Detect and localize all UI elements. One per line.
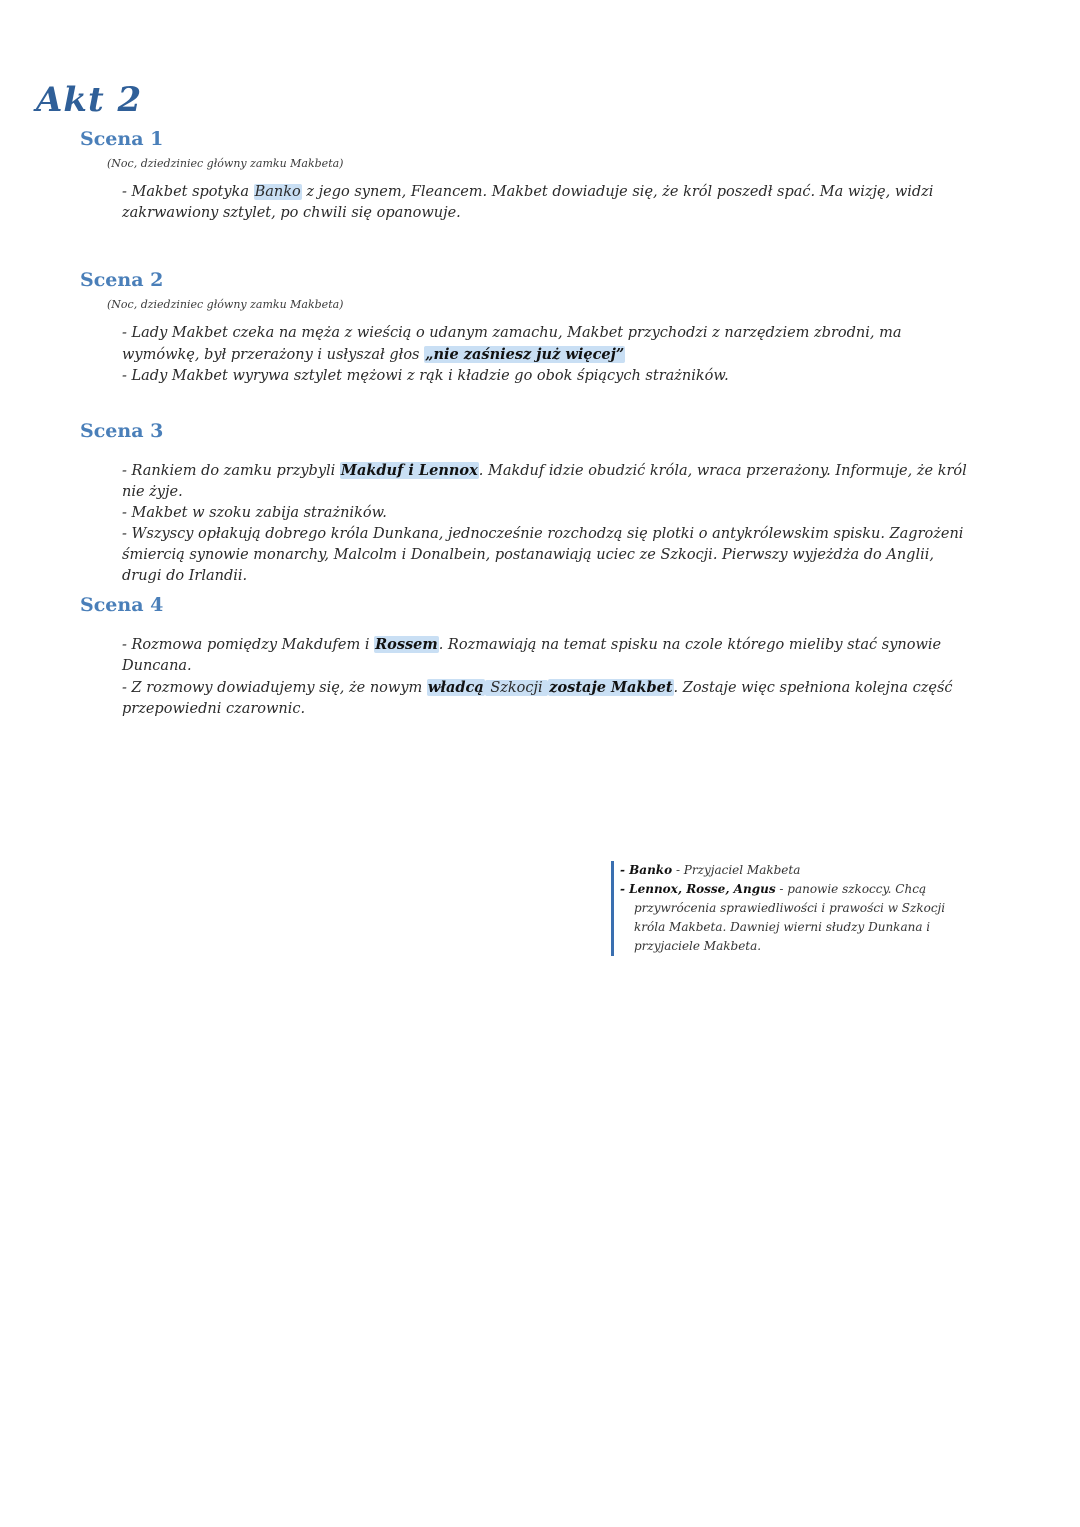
scene-body bbox=[122, 323, 972, 387]
highlight: Rossem bbox=[375, 636, 438, 653]
scene-line: - Makbet w szoku zabija strażników. bbox=[122, 505, 387, 521]
scene-line: - Makbet spotyka Banko z jego synem, Fleancem. Makbet dowiaduje się, że król poszedł spać. Ma wizję, widzi zakrwawiony sztylet, po chwili się opanowuje. bbox=[122, 184, 934, 221]
highlight: Banko bbox=[254, 184, 301, 200]
note-entry: - Lennox, Rosse, Angus - panowie szkoccy. Chcą przywrócenia sprawiedliwości i prawości w Szkocji króla Makbeta. Dawniej wierni słudzy Dunkana i przyjaciele Makbeta. bbox=[620, 882, 946, 953]
scene-title: Scena 4 bbox=[80, 594, 164, 616]
act-title: Akt 2 bbox=[36, 80, 143, 120]
scene-line: - Rankiem do zamku przybyli Makduf i Lennox. Makduf idzie obudzić króla, wraca przerażony. Informuje, że król nie żyje. bbox=[122, 462, 967, 500]
scene-title: Scena 1 bbox=[80, 128, 164, 150]
highlight: władcą bbox=[427, 679, 484, 696]
character-note bbox=[611, 861, 980, 956]
scene-body bbox=[122, 634, 972, 720]
highlight: Makduf i Lennox bbox=[340, 462, 478, 479]
highlight-quote: „nie zaśniesz już więcej” bbox=[425, 346, 625, 363]
note-entry: - Banko - Przyjaciel Makbeta bbox=[620, 863, 801, 877]
scene-title: Scena 2 bbox=[80, 269, 164, 291]
scene-line: - Z rozmowy dowiadujemy się, że nowym władcą Szkocji zostaje Makbet. Zostaje więc spełniona kolejna część przepowiedni czarownic. bbox=[122, 679, 953, 717]
scene-setting: (Noc, dziedziniec główny zamku Makbeta) bbox=[107, 157, 344, 170]
scene-body bbox=[122, 182, 972, 224]
scene-title: Scena 3 bbox=[80, 420, 164, 442]
scene-line: - Wszyscy opłakują dobrego króla Dunkana, jednocześnie rozchodzą się plotki o antykrólewskim spisku. Zagrożeni śmiercią synowie monarchy, Malcolm i Donalbein, postanawiają uciec ze Szkocji. Pierwszy wyjeżdża do Anglii, drugi do Irlandii. bbox=[122, 526, 964, 584]
scene-setting: (Noc, dziedziniec główny zamku Makbeta) bbox=[107, 298, 344, 311]
highlight: zostaje Makbet bbox=[549, 679, 673, 696]
scene-body bbox=[122, 460, 972, 587]
scene-line: - Rozmowa pomiędzy Makdufem i Rossem. Rozmawiają na temat spisku na czole którego mieliby stać synowie Duncana. bbox=[122, 636, 942, 674]
scene-line: - Lady Makbet wyrywa sztylet mężowi z rąk i kładzie go obok śpiących strażników. bbox=[122, 368, 729, 384]
scene-line: - Lady Makbet czeka na męża z wieścią o udanym zamachu, Makbet przychodzi z narzędziem zbrodni, ma wymówkę, był przerażony i usłyszał głos „nie zaśniesz już więcej” bbox=[122, 325, 902, 363]
